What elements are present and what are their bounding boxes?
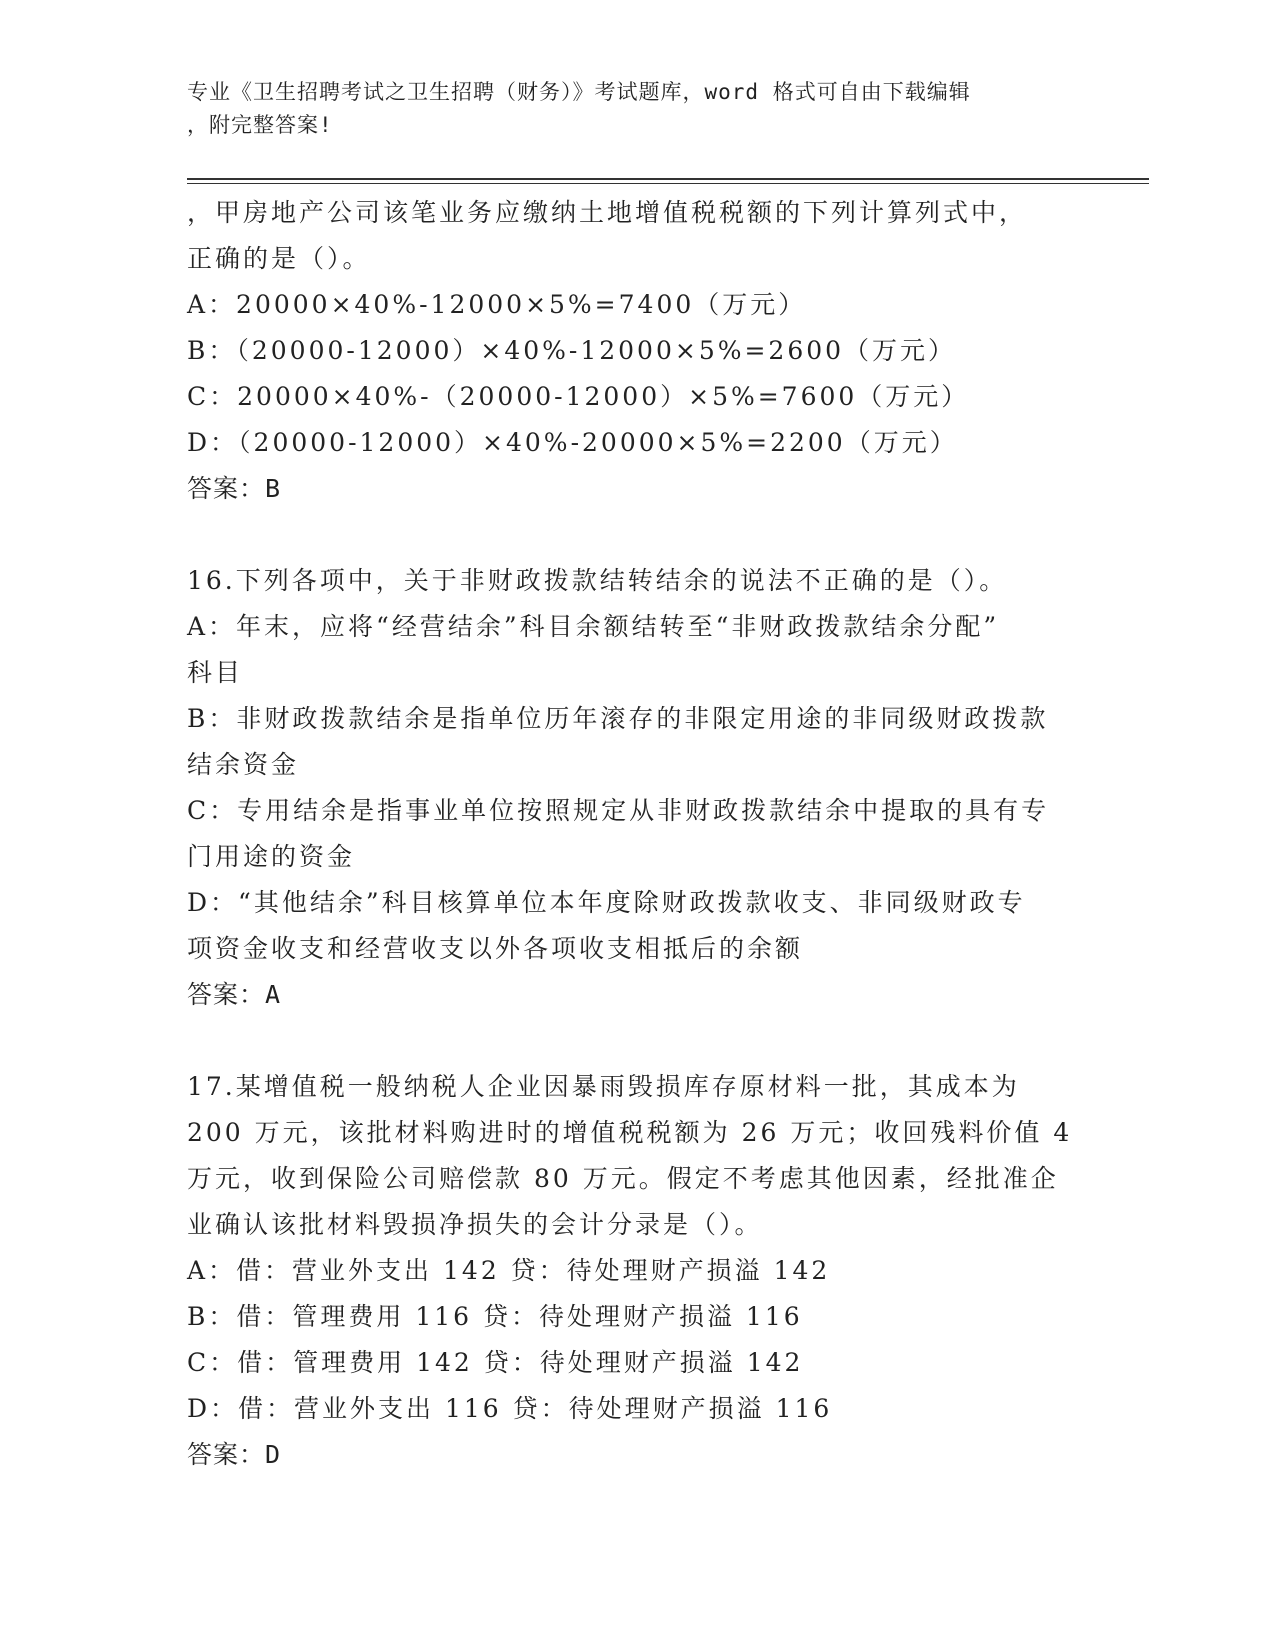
document-header: [187, 76, 1067, 142]
option-a: A：借：营业外支出 142 贷：待处理财产损溢 142: [187, 1256, 831, 1285]
question-15: [187, 190, 1077, 512]
question-stem-line: ，甲房地产公司该笔业务应缴纳土地增值税税额的下列计算列式中，: [187, 198, 1028, 227]
header-divider: [187, 178, 1149, 180]
question-16: [187, 558, 1077, 1018]
answer-line: 答案：D: [187, 1440, 282, 1469]
option-b: B：（20000-12000）×40%-12000×5%=2600（万元）: [187, 336, 957, 365]
question-stem-line: 业确认该批材料毁损净损失的会计分录是（）。: [187, 1210, 763, 1239]
question-stem-line: 200 万元，该批材料购进时的增值税税额为 26 万元；收回残料价值 4: [187, 1118, 1073, 1147]
header-line-1: 专业《卫生招聘考试之卫生招聘（财务）》考试题库，word 格式可自由下载编辑: [187, 80, 971, 104]
option-d: D：（20000-12000）×40%-20000×5%=2200（万元）: [187, 428, 958, 457]
question-stem-line: 正确的是（）。: [187, 244, 371, 273]
option-c: C：专用结余是指事业单位按照规定从非财政拨款结余中提取的具有专: [187, 796, 1050, 825]
option-c: C：20000×40%-（20000-12000）×5%=7600（万元）: [187, 382, 970, 411]
option-d: D：借：营业外支出 116 贷：待处理财产损溢 116: [187, 1394, 833, 1423]
option-b: B：借：管理费用 116 贷：待处理财产损溢 116: [187, 1302, 803, 1331]
option-d-continued: 项资金收支和经营收支以外各项收支相抵后的余额: [187, 934, 804, 963]
option-c-continued: 门用途的资金: [187, 842, 356, 871]
option-d: D：“其他结余”科目核算单位本年度除财政拨款收支、非同级财政专: [187, 888, 1026, 917]
option-c: C：借：管理费用 142 贷：待处理财产损溢 142: [187, 1348, 804, 1377]
option-b-continued: 结余资金: [187, 750, 300, 779]
header-divider-thin: [187, 183, 1149, 184]
option-a: A：年末，应将“经营结余”科目余额结转至“非财政拨款结余分配”: [187, 612, 1000, 641]
answer-line: 答案：A: [187, 980, 282, 1009]
spacer: [187, 512, 1077, 558]
document-body: [187, 190, 1077, 1478]
option-b: B：非财政拨款结余是指单位历年滚存的非限定用途的非同级财政拨款: [187, 704, 1049, 733]
header-line-2: ，附完整答案!: [187, 113, 333, 137]
question-17: [187, 1064, 1077, 1478]
question-stem-line: 万元，收到保险公司赔偿款 80 万元。假定不考虑其他因素，经批准企: [187, 1164, 1059, 1193]
spacer: [187, 1018, 1077, 1064]
option-a: A：20000×40%-12000×5%=7400（万元）: [187, 290, 807, 319]
question-stem-line: 17.某增值税一般纳税人企业因暴雨毁损库存原材料一批，其成本为: [187, 1072, 1020, 1101]
answer-line: 答案：B: [187, 474, 282, 503]
option-a-continued: 科目: [187, 658, 244, 687]
question-stem-line: 16.下列各项中，关于非财政拨款结转结余的说法不正确的是（）。: [187, 566, 1008, 595]
